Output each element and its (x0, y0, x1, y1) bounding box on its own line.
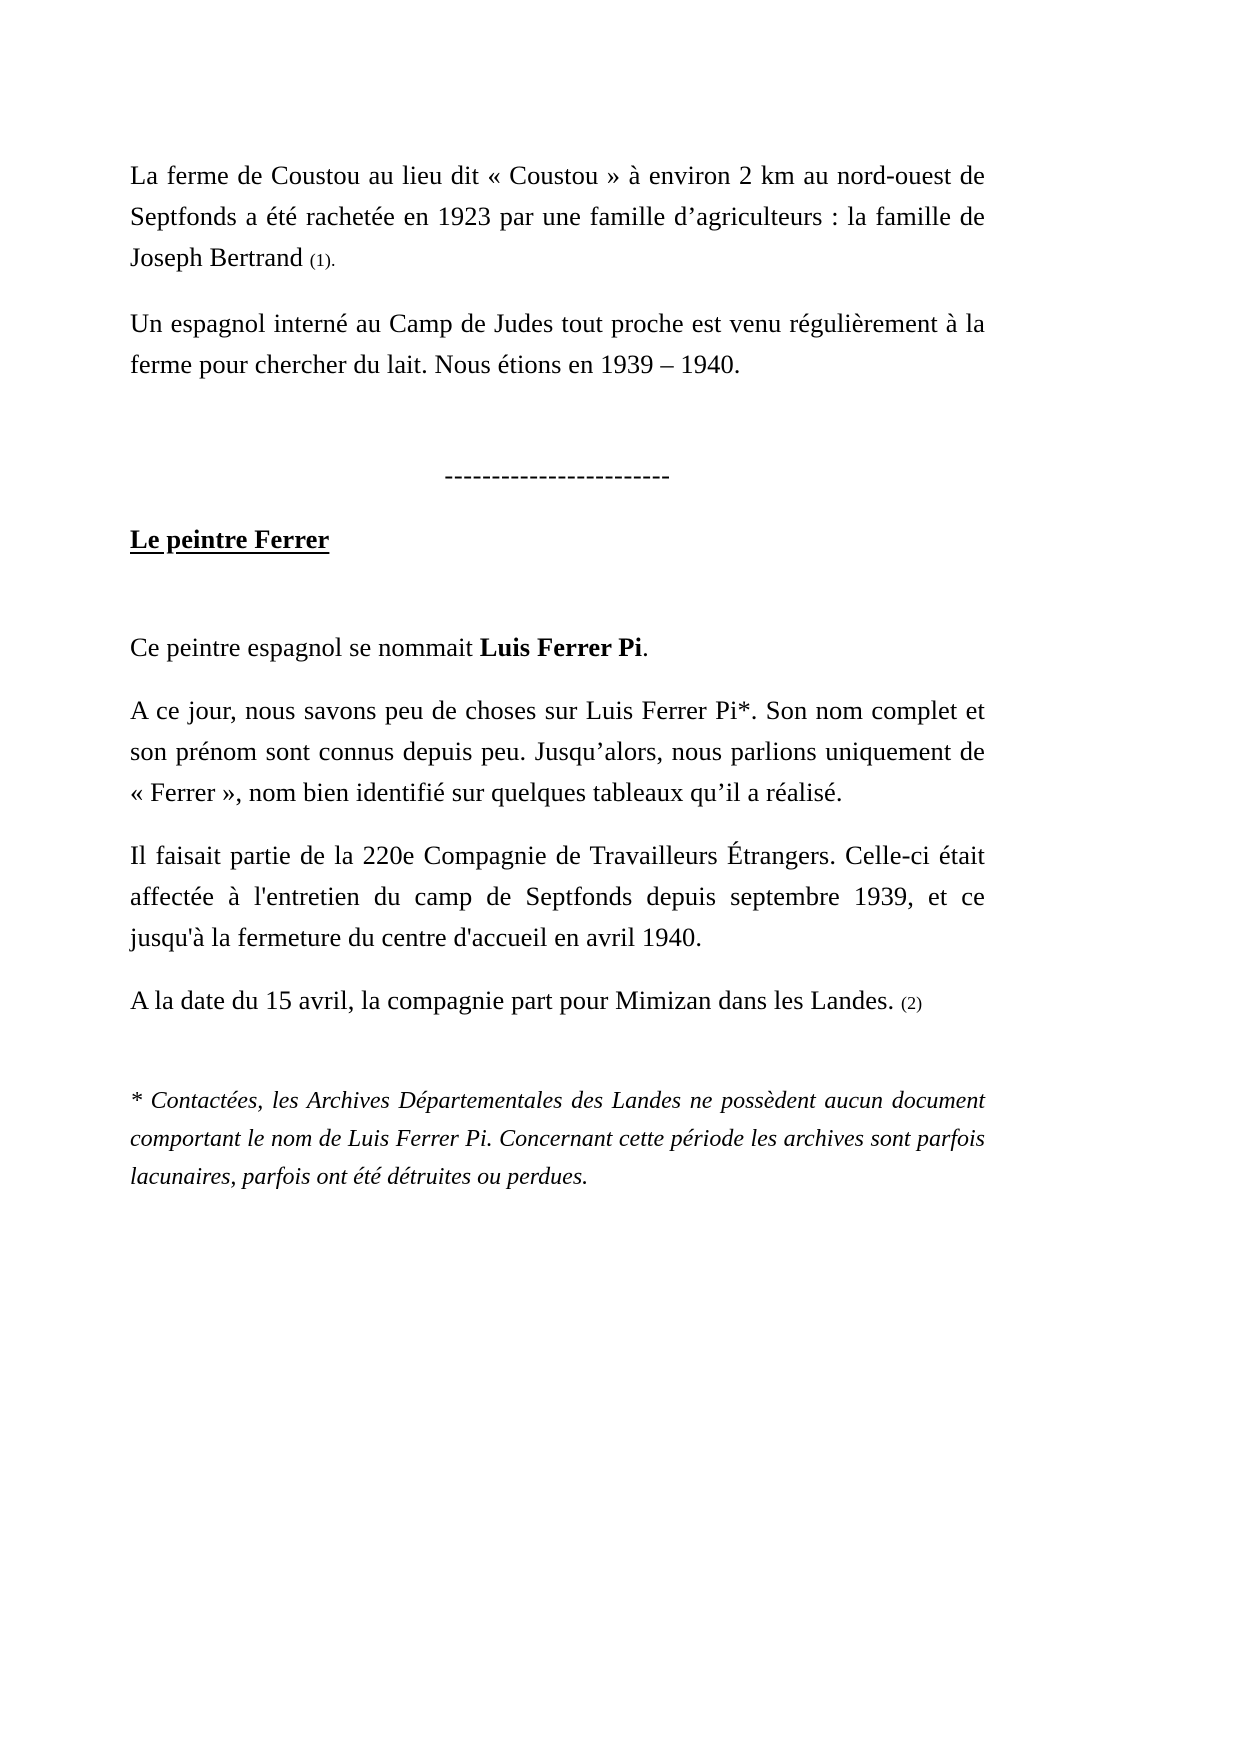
paragraph-spanish-internee: Un espagnol interné au Camp de Judes tout proche est venu régulièrement à la ferme pour chercher du lait. Nous étions en 1939 – 1940. (130, 308, 985, 379)
footnote-reference-1: (1). (309, 250, 336, 270)
paragraph-painter-name-lead: Ce peintre espagnol se nommait (130, 632, 480, 662)
paragraph-coustou-farm (130, 155, 985, 281)
section-heading-le-peintre-ferrer: Le peintre Ferrer (130, 524, 330, 554)
painter-full-name: Luis Ferrer Pi (479, 632, 643, 662)
paragraph-coustou-farm-text: La ferme de Coustou au lieu dit « Coustou » à environ 2 km au nord-ouest de Septfonds a été rachetée en 1923 par une famille d’agriculteurs : la famille de Joseph Bertrand (130, 160, 985, 272)
paragraph-painter-name (130, 627, 985, 668)
paragraph-company-220e: Il faisait partie de la 220e Compagnie de Travailleurs Étrangers. Celle-ci était affectée à l'entretien du camp de Septfonds depuis septembre 1939, et ce jusqu'à la fermeture du centre d'accueil en avril 1940. (130, 840, 985, 952)
footnote-reference-2: (2) (900, 993, 923, 1013)
paragraph-departure-mimizan (130, 980, 985, 1024)
paragraph-departure-mimizan-text: A la date du 15 avril, la compagnie part pour Mimizan dans les Landes. (130, 985, 901, 1015)
document-content (130, 155, 985, 1196)
paragraph-known-facts: A ce jour, nous savons peu de choses sur Luis Ferrer Pi*. Son nom complet et son prénom sont connus depuis peu. Jusqu’alors, nous parlions uniquement de « Ferrer », nom bien identifié sur quelques tableaux qu’il a réalisé. (130, 695, 985, 807)
heading-container (130, 519, 985, 627)
paragraph-painter-name-end: . (642, 632, 649, 662)
section-separator (130, 407, 985, 519)
separator-dashes: ------------------------ (444, 460, 671, 490)
footnote-container (130, 1082, 985, 1196)
footnote-archives-landes: * Contactées, les Archives Départementales des Landes ne possèdent aucun document comportant le nom de Luis Ferrer Pi. Concernant cette période les archives sont parfois lacunaires, parfois ont été détruites ou perdues. (130, 1088, 985, 1190)
